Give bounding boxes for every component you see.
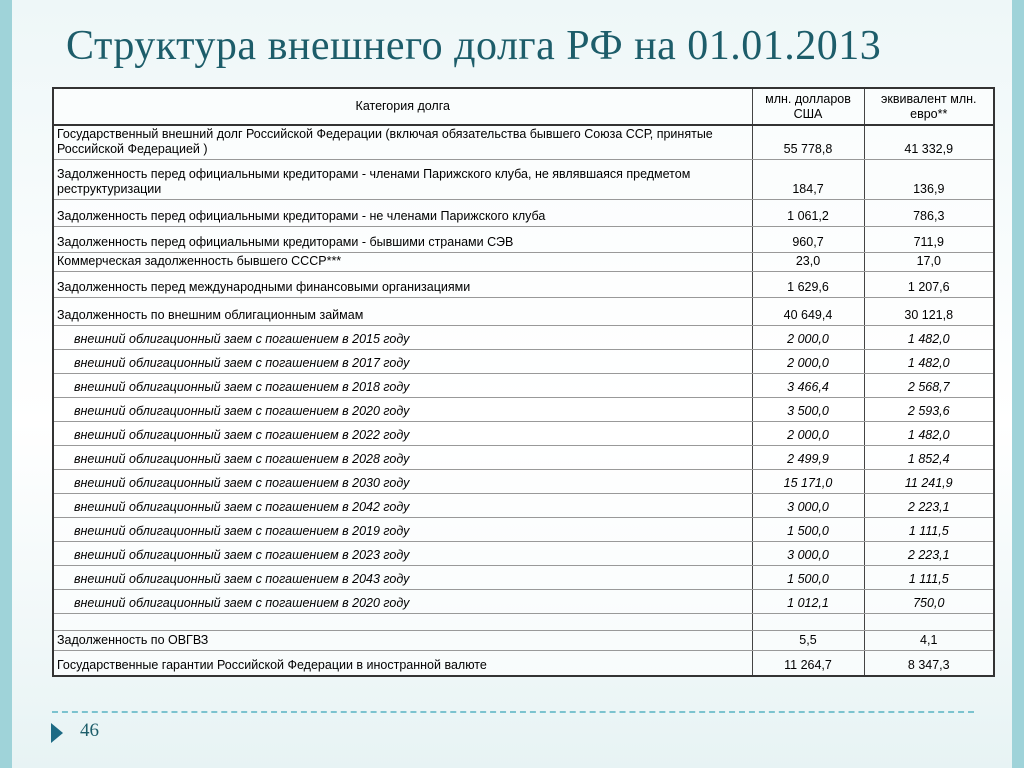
external-debt-table [52, 87, 995, 677]
row-eur: 8 347,3 [864, 650, 994, 676]
table-row [53, 325, 994, 349]
row-eur: 1 111,5 [864, 565, 994, 589]
row-category: внешний облигационный заем с погашением в 2017 году [53, 349, 752, 373]
row-category: Задолженность перед официальными кредиторами - не членами Парижского клуба [53, 199, 752, 226]
table-row [53, 541, 994, 565]
left-border-decoration [0, 0, 12, 768]
row-usd: 5,5 [752, 630, 864, 650]
row-category: внешний облигационный заем с погашением в 2018 году [53, 373, 752, 397]
table-row [53, 226, 994, 252]
table-row [53, 650, 994, 676]
row-usd: 1 629,6 [752, 271, 864, 297]
row-category: внешний облигационный заем с погашением в 2042 году [53, 493, 752, 517]
row-usd: 3 500,0 [752, 397, 864, 421]
row-usd: 1 012,1 [752, 589, 864, 613]
row-usd: 2 000,0 [752, 421, 864, 445]
row-category: Задолженность перед официальными кредиторами - членами Парижского клуба, не являвшаяся предметом реструктуризации [53, 159, 752, 199]
row-eur: 2 223,1 [864, 541, 994, 565]
row-eur: 1 482,0 [864, 421, 994, 445]
header-eur: эквивалент млн. евро** [864, 88, 994, 125]
row-category: Задолженность по ОВГВЗ [53, 630, 752, 650]
table-header-row [53, 88, 994, 125]
row-eur: 1 111,5 [864, 517, 994, 541]
row-usd: 2 000,0 [752, 349, 864, 373]
row-usd: 23,0 [752, 252, 864, 271]
row-usd: 960,7 [752, 226, 864, 252]
row-usd: 55 778,8 [752, 125, 864, 159]
row-category: внешний облигационный заем с погашением в 2020 году [53, 589, 752, 613]
row-usd: 184,7 [752, 159, 864, 199]
play-arrow-icon [51, 723, 63, 743]
row-eur: 1 482,0 [864, 349, 994, 373]
table-row [53, 565, 994, 589]
table-row [53, 271, 994, 297]
table-row [53, 630, 994, 650]
row-eur: 2 223,1 [864, 493, 994, 517]
row-eur: 17,0 [864, 252, 994, 271]
row-category: Государственные гарантии Российской Федерации в иностранной валюте [53, 650, 752, 676]
row-category: внешний облигационный заем с погашением в 2020 году [53, 397, 752, 421]
row-eur: 786,3 [864, 199, 994, 226]
row-eur: 30 121,8 [864, 297, 994, 325]
row-eur: 4,1 [864, 630, 994, 650]
row-eur: 750,0 [864, 589, 994, 613]
row-usd: 15 171,0 [752, 469, 864, 493]
table-row [53, 469, 994, 493]
row-category: Задолженность по внешним облигационным займам [53, 297, 752, 325]
row-usd: 2 000,0 [752, 325, 864, 349]
table-row-empty [53, 613, 994, 630]
row-category: внешний облигационный заем с погашением в 2043 году [53, 565, 752, 589]
row-usd: 3 000,0 [752, 493, 864, 517]
table-row [53, 349, 994, 373]
table-row [53, 397, 994, 421]
row-eur: 11 241,9 [864, 469, 994, 493]
row-category: внешний облигационный заем с погашением в 2030 году [53, 469, 752, 493]
row-usd: 2 499,9 [752, 445, 864, 469]
slide-title: Структура внешнего долга РФ на 01.01.2013 [66, 23, 882, 69]
row-usd: 1 061,2 [752, 199, 864, 226]
table-row [53, 373, 994, 397]
row-category: внешний облигационный заем с погашением в 2015 году [53, 325, 752, 349]
row-category: Задолженность перед официальными кредиторами - бывшими странами СЭВ [53, 226, 752, 252]
row-eur: 41 332,9 [864, 125, 994, 159]
header-category: Категория долга [53, 88, 752, 125]
table-row [53, 493, 994, 517]
row-category: внешний облигационный заем с погашением в 2022 году [53, 421, 752, 445]
row-eur: 2 593,6 [864, 397, 994, 421]
row-eur: 136,9 [864, 159, 994, 199]
table-row [53, 517, 994, 541]
table-row [53, 125, 994, 159]
row-usd: 3 000,0 [752, 541, 864, 565]
row-category [53, 613, 752, 630]
row-eur: 2 568,7 [864, 373, 994, 397]
table-row [53, 297, 994, 325]
row-category: Государственный внешний долг Российской Федерации (включая обязательства бывшего Союза ССР, принятые Российской Федерацией ) [53, 125, 752, 159]
table-row [53, 589, 994, 613]
table-row [53, 199, 994, 226]
row-usd: 40 649,4 [752, 297, 864, 325]
row-usd [752, 613, 864, 630]
footer-divider [52, 711, 974, 713]
row-category: внешний облигационный заем с погашением в 2023 году [53, 541, 752, 565]
row-category: внешний облигационный заем с погашением в 2019 году [53, 517, 752, 541]
row-eur [864, 613, 994, 630]
row-eur: 711,9 [864, 226, 994, 252]
row-category: Коммерческая задолженность бывшего СССР*** [53, 252, 752, 271]
row-eur: 1 207,6 [864, 271, 994, 297]
row-category: Задолженность перед международными финансовыми организациями [53, 271, 752, 297]
table-row [53, 252, 994, 271]
table-row [53, 159, 994, 199]
row-usd: 11 264,7 [752, 650, 864, 676]
row-usd: 3 466,4 [752, 373, 864, 397]
row-usd: 1 500,0 [752, 517, 864, 541]
right-border-decoration [1012, 0, 1024, 768]
row-eur: 1 852,4 [864, 445, 994, 469]
table-row [53, 421, 994, 445]
row-usd: 1 500,0 [752, 565, 864, 589]
page-number: 46 [80, 720, 99, 741]
row-eur: 1 482,0 [864, 325, 994, 349]
header-usd: млн. долларов США [752, 88, 864, 125]
row-category: внешний облигационный заем с погашением в 2028 году [53, 445, 752, 469]
table-row [53, 445, 994, 469]
